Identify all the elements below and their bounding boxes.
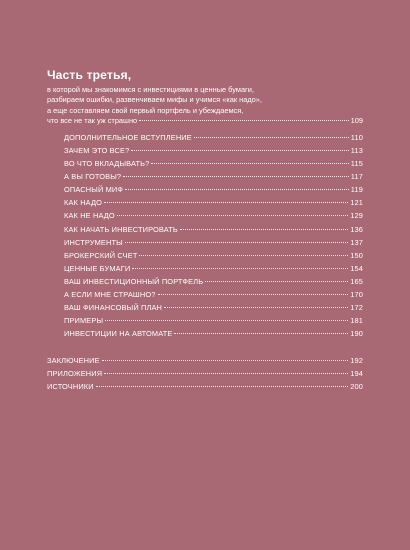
dot-leader <box>174 333 348 334</box>
toc-chapter-item-page-number: 119 <box>350 185 363 195</box>
toc-chapter-item[interactable] <box>64 249 363 262</box>
toc-chapter-item-label: ВАШ ФИНАНСОВЫЙ ПЛАН <box>64 302 163 312</box>
toc-chapter-item[interactable] <box>64 236 363 249</box>
toc-chapter-item-page-number: 150 <box>350 250 363 260</box>
toc-chapter-item-label: ДОПОЛНИТЕЛЬНОЕ ВСТУПЛЕНИЕ <box>64 133 192 143</box>
toc-chapter-item[interactable] <box>64 275 363 288</box>
toc-chapter-item[interactable] <box>64 209 363 222</box>
dot-leader <box>117 215 348 216</box>
toc-chapter-item[interactable] <box>64 144 363 157</box>
toc-chapter-item[interactable] <box>64 183 363 196</box>
dot-leader <box>102 360 349 361</box>
part-title: Часть третья, <box>47 68 132 82</box>
dot-leader <box>151 163 348 164</box>
part-intro-line: разбираем ошибки, развенчиваем мифы и учимся «как надо», <box>47 95 262 105</box>
toc-chapter-item[interactable] <box>64 170 363 183</box>
part-intro-line: что все не так уж страшно <box>47 115 138 125</box>
toc-chapter-item[interactable] <box>64 262 363 275</box>
toc-section-item-page-number: 192 <box>350 355 363 365</box>
toc-chapter-item-label: ЦЕННЫЕ БУМАГИ <box>64 263 131 273</box>
toc-chapter-item-label: БРОКЕРСКИЙ СЧЕТ <box>64 250 138 260</box>
toc-chapter-item-page-number: 154 <box>350 263 363 273</box>
dot-leader <box>158 294 349 295</box>
dot-leader <box>105 320 348 321</box>
toc-chapter-item[interactable] <box>64 288 363 301</box>
toc-chapter-item-page-number: 190 <box>350 328 363 338</box>
part-intro-line: в которой мы знакомимся с инвестициями в ценные бумаги, <box>47 85 254 94</box>
toc-section-item[interactable] <box>47 367 363 380</box>
table-of-contents <box>47 68 363 393</box>
toc-chapter-item-page-number: 117 <box>350 172 363 182</box>
dot-leader <box>96 386 349 387</box>
toc-chapter-item-label: ИНСТРУМЕНТЫ <box>64 237 123 247</box>
dot-leader <box>104 202 348 203</box>
toc-chapter-item-page-number: 172 <box>350 302 363 312</box>
toc-chapter-item-label: А ВЫ ГОТОВЫ? <box>64 172 122 182</box>
toc-chapter-item[interactable] <box>64 157 363 170</box>
toc-chapter-item-label: КАК НАЧАТЬ ИНВЕСТИРОВАТЬ <box>64 224 178 234</box>
dot-leader <box>131 150 348 151</box>
part-page-number: 109 <box>350 115 363 125</box>
dot-leader <box>123 176 349 177</box>
toc-chapter-item-page-number: 170 <box>350 289 363 299</box>
toc-section-item[interactable] <box>47 354 363 367</box>
dot-leader <box>125 242 348 243</box>
toc-chapter-item-page-number: 113 <box>350 146 363 156</box>
part-intro-line: а еще составляем свой первый портфель и убеждаемся, <box>47 105 244 115</box>
toc-chapter-item[interactable] <box>64 223 363 236</box>
toc-section-item-label: ИСТОЧНИКИ <box>47 382 94 392</box>
part-intro-last-row <box>47 116 363 126</box>
toc-chapter-item[interactable] <box>64 301 363 314</box>
toc-section-item-label: ПРИЛОЖЕНИЯ <box>47 368 103 378</box>
toc-chapter-item-page-number: 181 <box>350 315 363 325</box>
toc-chapter-item-page-number: 137 <box>350 237 363 247</box>
toc-chapter-item-label: А ЕСЛИ МНЕ СТРАШНО? <box>64 289 156 299</box>
toc-chapter-item-label: ПРИМЕРЫ <box>64 315 104 325</box>
dot-leader <box>139 255 348 256</box>
toc-chapter-item[interactable] <box>64 196 363 209</box>
part-intro <box>47 85 363 126</box>
dot-leader <box>104 373 348 374</box>
toc-chapter-item-page-number: 115 <box>350 159 363 169</box>
toc-chapter-item-label: ЗАЧЕМ ЭТО ВСЕ? <box>64 146 130 156</box>
toc-chapter-item-label: ИНВЕСТИЦИИ НА АВТОМАТЕ <box>64 328 173 338</box>
toc-chapter-item-label: КАК НАДО <box>64 198 103 208</box>
toc-section-item-page-number: 200 <box>350 382 363 392</box>
toc-section-item-page-number: 194 <box>350 368 363 378</box>
toc-chapter-item-label: ОПАСНЫЙ МИФ <box>64 185 124 195</box>
dot-leader <box>125 189 349 190</box>
toc-chapter-item-label: КАК НЕ НАДО <box>64 211 115 221</box>
dot-leader <box>205 281 348 282</box>
chapter-list <box>47 131 363 340</box>
toc-chapter-item-page-number: 121 <box>350 198 363 208</box>
toc-chapter-item-page-number: 165 <box>350 276 363 286</box>
toc-chapter-item-page-number: 129 <box>350 211 363 221</box>
toc-chapter-item-page-number: 110 <box>350 133 363 143</box>
toc-section-item-label: ЗАКЛЮЧЕНИЕ <box>47 355 100 365</box>
toc-chapter-item-label: ВАШ ИНВЕСТИЦИОННЫЙ ПОРТФЕЛЬ <box>64 276 204 286</box>
dot-leader <box>139 120 348 121</box>
toc-chapter-item[interactable] <box>64 131 363 144</box>
toc-chapter-item[interactable] <box>64 314 363 327</box>
toc-chapter-item[interactable] <box>64 327 363 340</box>
toc-section-item[interactable] <box>47 380 363 393</box>
dot-leader <box>194 137 349 138</box>
dot-leader <box>180 229 348 230</box>
toc-chapter-item-label: ВО ЧТО ВКЛАДЫВАТЬ? <box>64 159 150 169</box>
dot-leader <box>132 268 348 269</box>
dot-leader <box>164 307 348 308</box>
toc-chapter-item-page-number: 136 <box>350 224 363 234</box>
end-section-list <box>47 354 363 393</box>
